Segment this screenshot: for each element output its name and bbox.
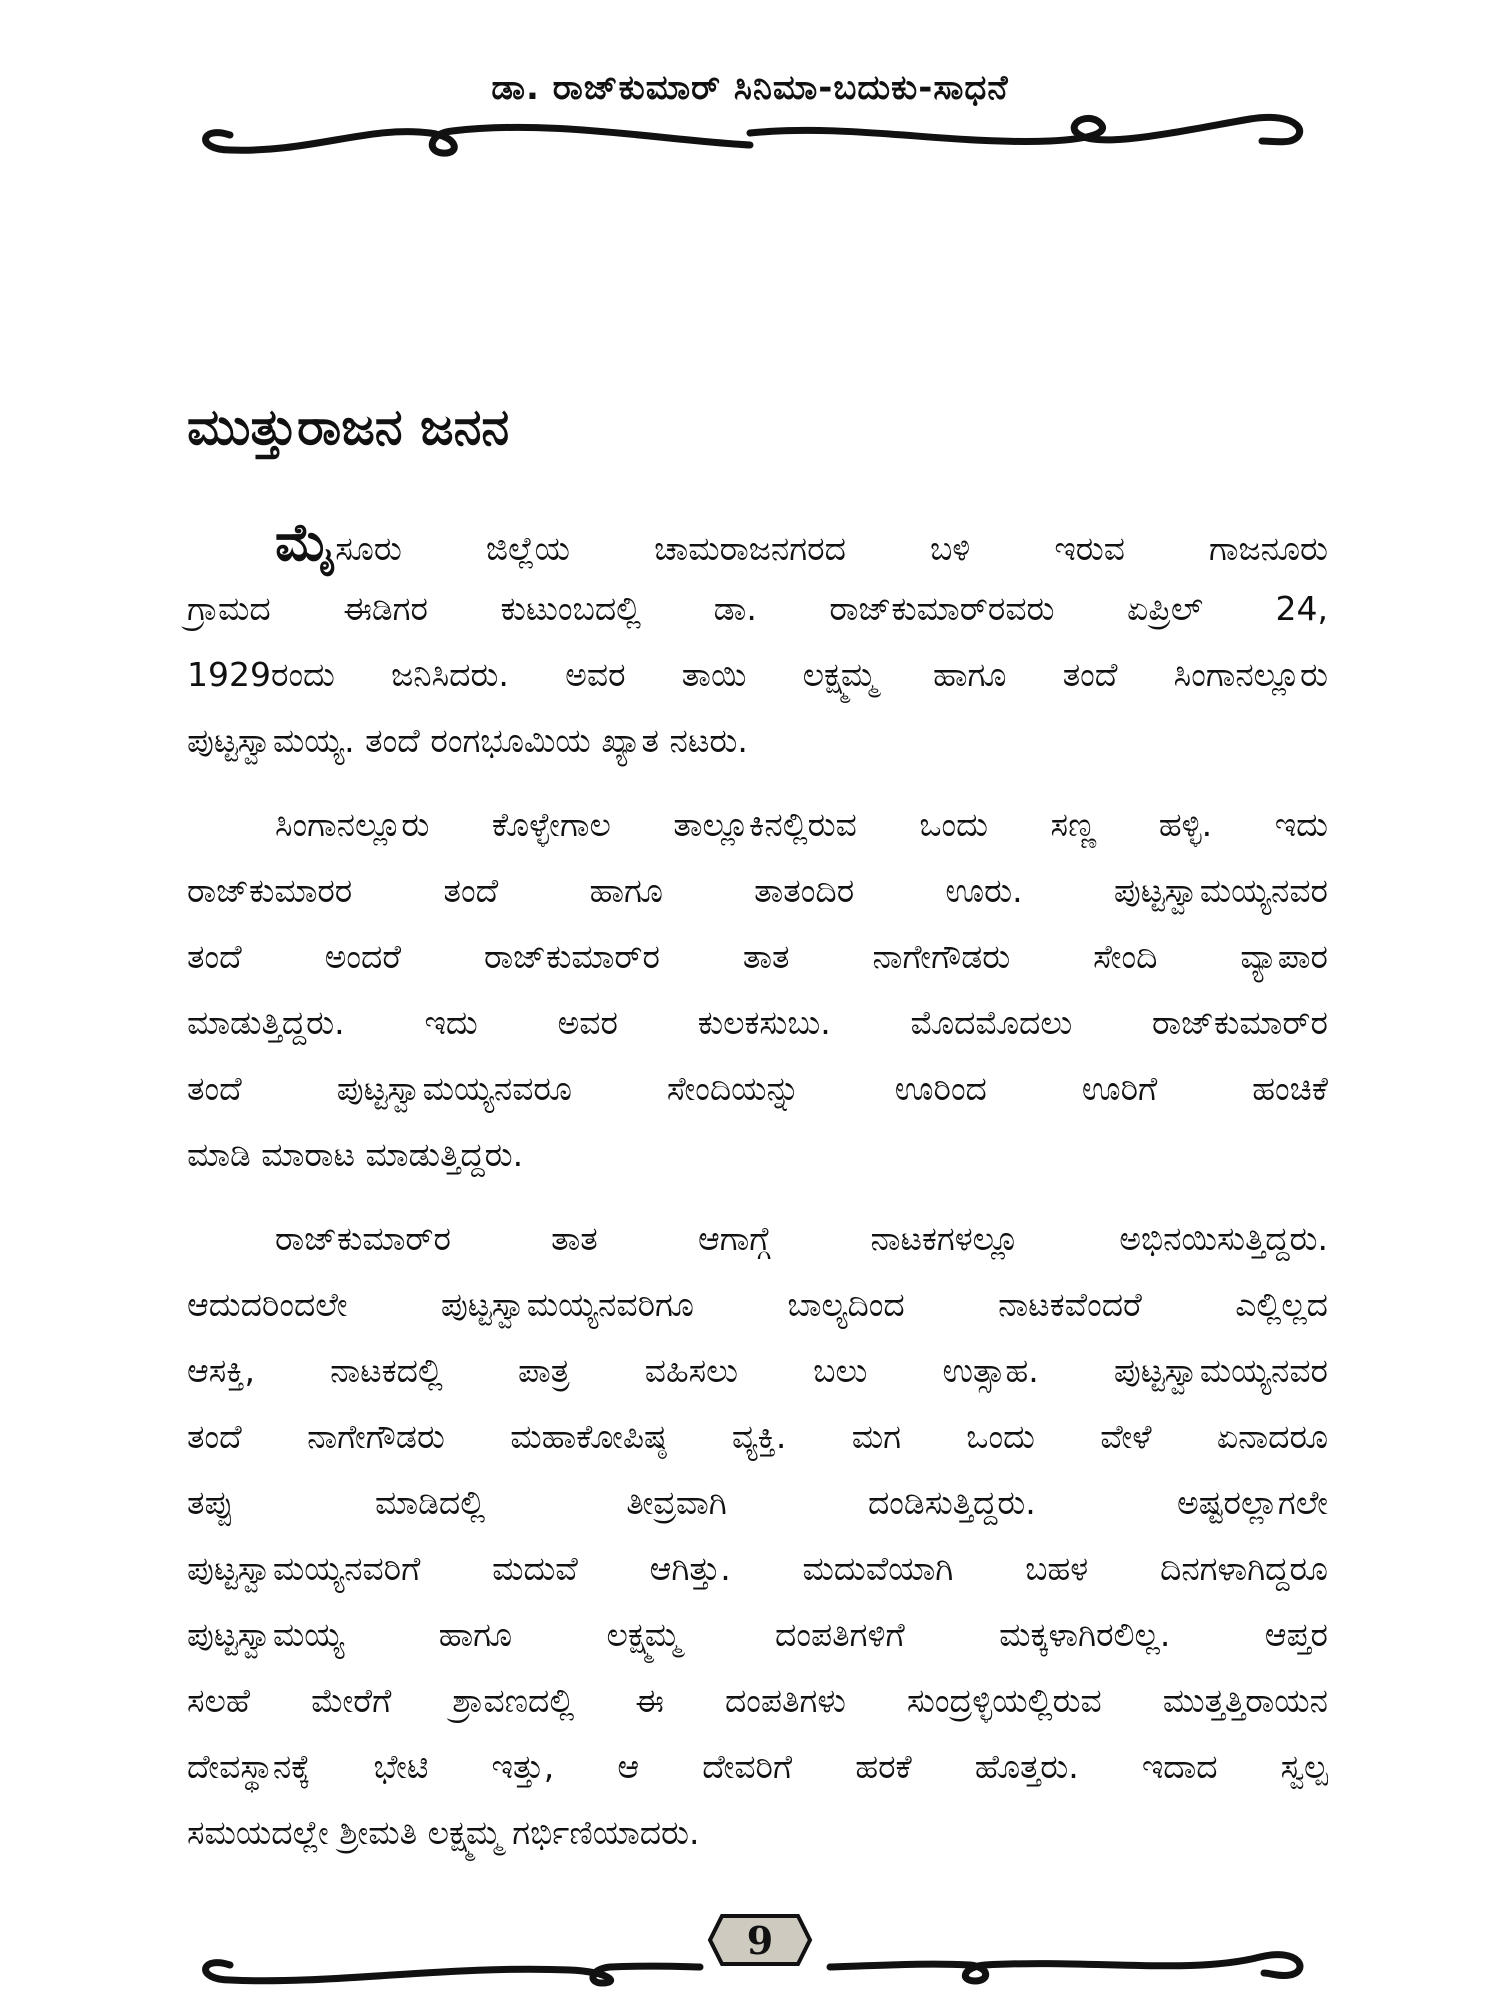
text-line: ತಪ್ಪು ಮಾಡಿದಲ್ಲಿ ತೀವ್ರವಾಗಿ ದಂಡಿಸುತ್ತಿದ್ದರು. ಅಷ್ಟರಲ್ಲಾಗಲೇ bbox=[187, 1483, 1328, 1522]
text-line: ಮಾಡಿ ಮಾರಾಟ ಮಾಡುತ್ತಿದ್ದರು. bbox=[187, 1135, 524, 1174]
text-line: ರಾಜ್‌ಕುಮಾರರ ತಂದೆ ಹಾಗೂ ತಾತಂದಿರ ಊರು. ಪುಟ್ಟಸ್ವಾಮಯ್ಯನವರ bbox=[187, 871, 1328, 910]
paragraph bbox=[187, 510, 1328, 774]
text-line: ಪುಟ್ಟಸ್ವಾಮಯ್ಯನವರಿಗೆ ಮದುವೆ ಆಗಿತ್ತು. ಮದುವೆಯಾಗಿ ಬಹಳ ದಿನಗಳಾಗಿದ್ದರೂ bbox=[187, 1549, 1328, 1588]
running-header-title: ಡಾ. ರಾಜ್‌ಕುಮಾರ್ ಸಿನಿಮಾ-ಬದುಕು-ಸಾಧನೆ bbox=[491, 68, 1009, 108]
page-number: 9 bbox=[746, 1918, 774, 1963]
text-line: ತಂದೆ ನಾಗೇಗೌಡರು ಮಹಾಕೋಪಿಷ್ಠ ವ್ಯಕ್ತಿ. ಮಗ ಒಂದು ವೇಳೆ ಏನಾದರೂ bbox=[187, 1417, 1328, 1456]
paragraph bbox=[187, 792, 1328, 1188]
text-line: ಮಾಡುತ್ತಿದ್ದರು. ಇದು ಅವರ ಕುಲಕಸುಬು. ಮೊದಮೊದಲು ರಾಜ್‌ಕುಮಾರ್‌ರ bbox=[187, 1003, 1328, 1042]
text-line: ಆಸಕ್ತಿ, ನಾಟಕದಲ್ಲಿ ಪಾತ್ರ ವಹಿಸಲು ಬಲು ಉತ್ಸಾಹ. ಪುಟ್ಟಸ್ವಾಮಯ್ಯನವರ bbox=[187, 1351, 1328, 1390]
text-line bbox=[187, 510, 1328, 576]
text-line: ಆದುದರಿಂದಲೇ ಪುಟ್ಟಸ್ವಾಮಯ್ಯನವರಿಗೂ ಬಾಲ್ಯದಿಂದ ನಾಟಕವೆಂದರೆ ಎಲ್ಲಿಲ್ಲದ bbox=[187, 1285, 1328, 1324]
text-line: ಸಮಯದಲ್ಲೇ ಶ್ರೀಮತಿ ಲಕ್ಷ್ಮಮ್ಮ ಗರ್ಭಿಣಿಯಾದರು. bbox=[187, 1813, 700, 1852]
text-line: ಸಲಹೆ ಮೇರೆಗೆ ಶ್ರಾವಣದಲ್ಲಿ ಈ ದಂಪತಿಗಳು ಸುಂದ್ರಳ್ಳಿಯಲ್ಲಿರುವ ಮುತ್ತತ್ತಿರಾಯನ bbox=[187, 1681, 1328, 1720]
body-text bbox=[187, 510, 1328, 1884]
text-line: ಪುಟ್ಟಸ್ವಾಮಯ್ಯ ಹಾಗೂ ಲಕ್ಷ್ಮಮ್ಮ ದಂಪತಿಗಳಿಗೆ ಮಕ್ಕಳಾಗಿರಲಿಲ್ಲ. ಆಪ್ತರ bbox=[187, 1615, 1328, 1654]
text-line: ದೇವಸ್ಥಾನಕ್ಕೆ ಭೇಟಿ ಇತ್ತು, ಆ ದೇವರಿಗೆ ಹರಕೆ ಹೊತ್ತರು. ಇದಾದ ಸ್ವಲ್ಪ bbox=[187, 1747, 1328, 1786]
text-line: ತಂದೆ ಅಂದರೆ ರಾಜ್‌ಕುಮಾರ್‌ರ ತಾತ ನಾಗೇಗೌಡರು ಸೇಂದಿ ವ್ಯಾಪಾರ bbox=[187, 937, 1328, 976]
text-line: ಸಿಂಗಾನಲ್ಲೂರು ಕೊಳ್ಳೇಗಾಲ ತಾಲ್ಲೂಕಿನಲ್ಲಿರುವ ಒಂದು ಸಣ್ಣ ಹಳ್ಳಿ. ಇದು bbox=[275, 805, 1328, 844]
drop-cap: ಮೈ bbox=[275, 513, 336, 573]
text-span: ಸೂರು ಜಿಲ್ಲೆಯ ಚಾಮರಾಜನಗರದ ಬಳಿ ಇರುವ ಗಾಜನೂರು bbox=[335, 529, 1328, 568]
text-line: 1929ರಂದು ಜನಿಸಿದರು. ಅವರ ತಾಯಿ ಲಕ್ಷ್ಮಮ್ಮ ಹಾಗೂ ತಂದೆ ಸಿಂಗಾನಲ್ಲೂರು bbox=[187, 655, 1328, 694]
text-line: ಪುಟ್ಟಸ್ವಾಮಯ್ಯ. ತಂದೆ ರಂಗಭೂಮಿಯ ಖ್ಯಾತ ನಟರು. bbox=[187, 721, 748, 760]
chapter-title: ಮುತ್ತುರಾಜನ ಜನನ bbox=[187, 398, 510, 456]
text-line: ಗ್ರಾಮದ ಈಡಿಗರ ಕುಟುಂಬದಲ್ಲಿ ಡಾ. ರಾಜ್‌ಕುಮಾರ್‌ರವರು ಏಪ್ರಿಲ್ 24, bbox=[187, 589, 1328, 628]
text-line: ತಂದೆ ಪುಟ್ಟಸ್ವಾಮಯ್ಯನವರೂ ಸೇಂದಿಯನ್ನು ಊರಿಂದ ಊರಿಗೆ ಹಂಚಿಕೆ bbox=[187, 1069, 1328, 1108]
ornament-divider-top bbox=[190, 105, 1320, 165]
text-line: ರಾಜ್‌ಕುಮಾರ್‌ರ ತಾತ ಆಗಾಗ್ಗೆ ನಾಟಕಗಳಲ್ಲೂ ಅಭಿನಯಿಸುತ್ತಿದ್ದರು. bbox=[275, 1219, 1328, 1258]
paragraph bbox=[187, 1206, 1328, 1866]
